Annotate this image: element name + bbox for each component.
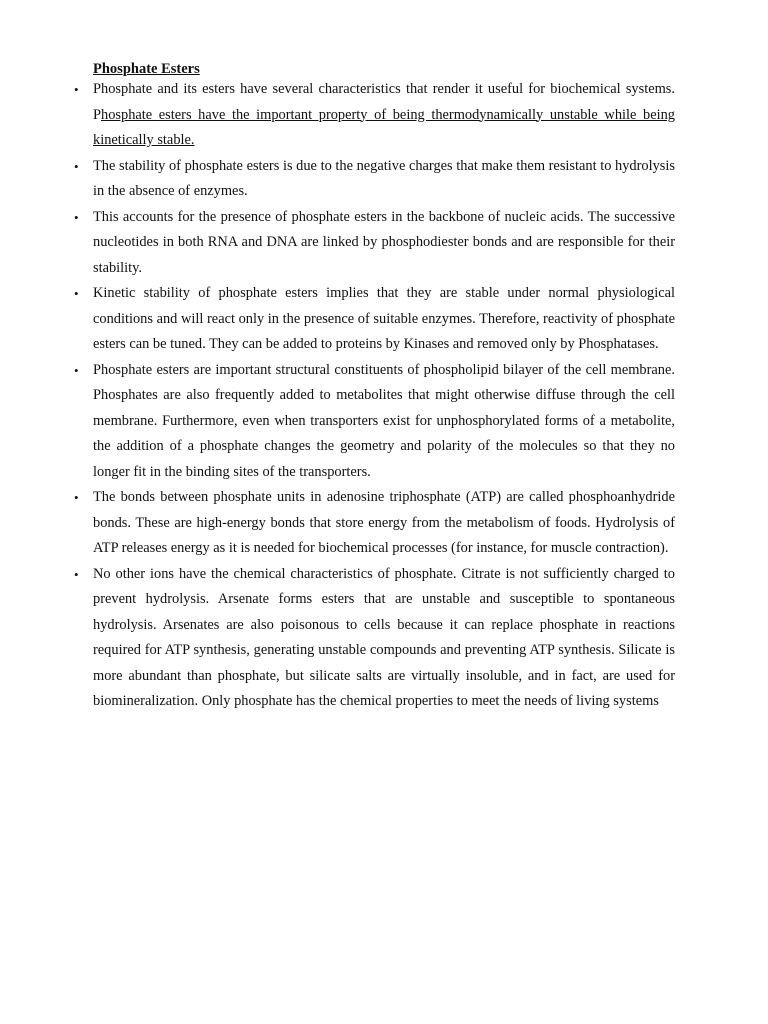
list-item	[0, 154, 675, 205]
list-item	[0, 281, 675, 358]
list-item	[0, 205, 675, 282]
bullet-list	[0, 77, 768, 715]
bullet-icon: •	[74, 490, 79, 505]
list-item	[0, 562, 675, 715]
list-item	[0, 358, 675, 486]
bullet-text: The stability of phosphate esters is due to the negative charges that make them resistant to hydrolysis in the absence of enzymes.	[93, 157, 675, 199]
bullet-text: The bonds between phosphate units in adenosine triphosphate (ATP) are called phosphoanhydride bonds. These are high-energy bonds that store energy from the metabolism of foods. Hydrolysis of ATP releases energy as it is needed for biochemical processes (for instance, for muscle contraction).	[93, 489, 675, 556]
bullet-text: Kinetic stability of phosphate esters implies that they are stable under normal physiological conditions and will react only in the presence of suitable enzymes. Therefore, reactivity of phosphate esters can be tuned. They can be added to proteins by Kinases and removed only by Phosphatases.	[93, 285, 675, 352]
bullet-text: This accounts for the presence of phosphate esters in the backbone of nucleic acids. The successive nucleotides in both RNA and DNA are linked by phosphodiester bonds and are responsible for their stability.	[93, 208, 675, 276]
page-title: Phosphate Esters	[93, 61, 200, 77]
bullet-text: Phosphate esters are important structural constituents of phospholipid bilayer of the cell membrane. Phosphates are also frequently added to metabolites that might otherwise diffuse through the cell membrane. Furthermore, even when transporters exist for unphosphorylated forms of a metabolite, the addition of a phosphate changes the geometry and polarity of the molecules so that they no longer fit in the binding sites of the transporters.	[93, 361, 675, 480]
bullet-text: No other ions have the chemical characteristics of phosphate. Citrate is not sufficiently charged to prevent hydrolysis. Arsenate forms esters that are unstable and susceptible to spontaneous hydrolysis. Arsenates are also poisonous to cells because it can replace phosphate in reactions required for ATP synthesis, generating unstable compounds and preventing ATP synthesis. Silicate is more abundant than phosphate, but silicate salts are virtually insoluble, and in fact, are used for biomineralization. Only phosphate has the chemical properties to meet the needs of living systems	[93, 565, 675, 709]
bullet-text: Phosphate and its esters have several characteristics that render it useful for biochemical systems. P	[93, 81, 675, 123]
bullet-icon: •	[74, 286, 79, 301]
underlined-text: hosphate esters have the important property of being thermodynamically unstable while being kinetically stable.	[93, 106, 675, 148]
list-item	[0, 485, 675, 562]
bullet-icon: •	[74, 209, 79, 225]
bullet-icon: •	[74, 82, 79, 97]
bullet-icon: •	[74, 566, 79, 582]
bullet-icon: •	[74, 158, 79, 174]
bullet-icon: •	[74, 362, 79, 378]
list-item	[0, 77, 675, 154]
